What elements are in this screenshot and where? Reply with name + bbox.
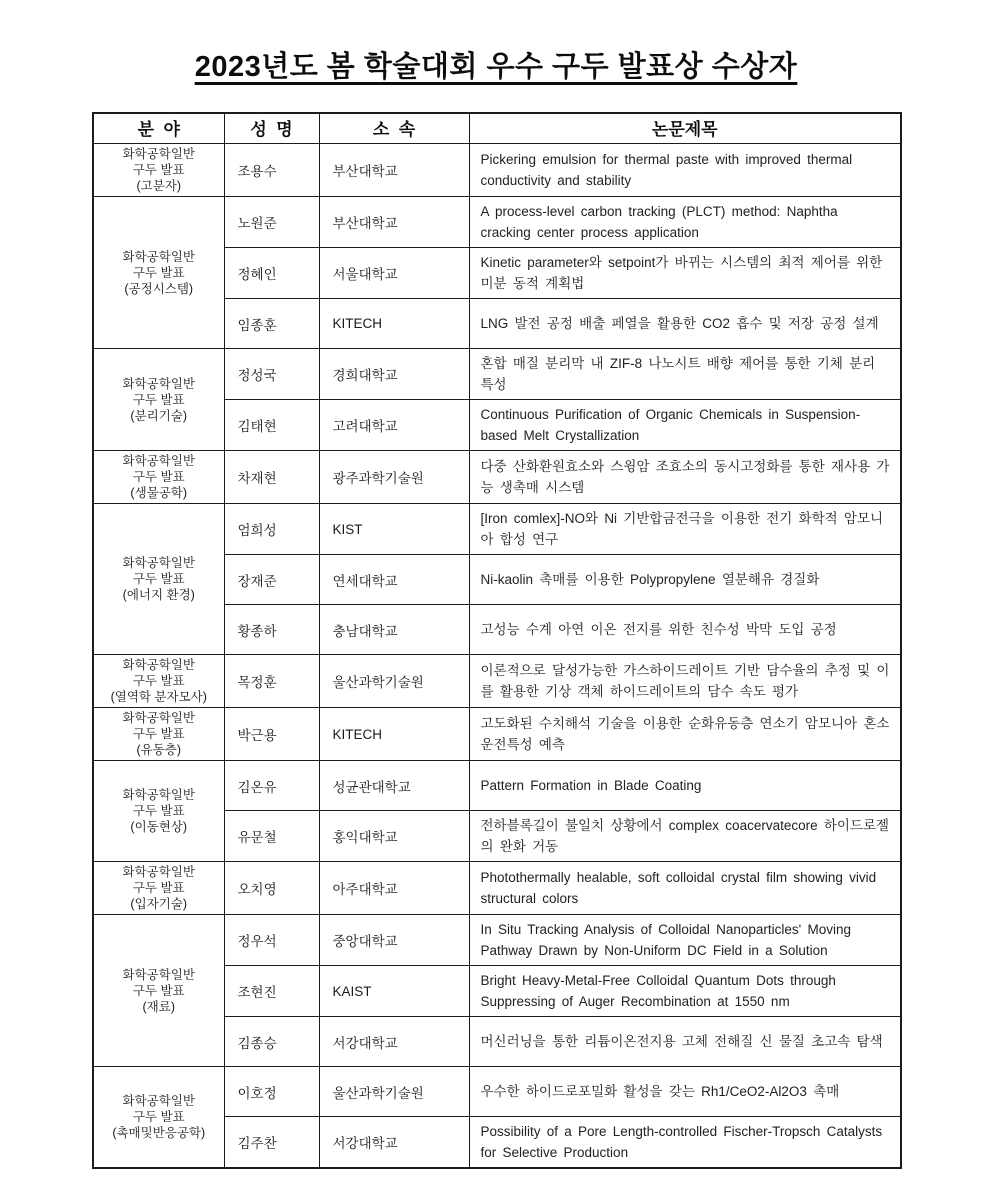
name-cell: 임종훈 (224, 299, 319, 349)
table-row (93, 655, 901, 708)
field-cell: 화학공학일반 구두 발표 (에너지 환경) (93, 504, 224, 655)
field-cell: 화학공학일반 구두 발표 (유동층) (93, 708, 224, 761)
affiliation-cell: 서강대학교 (319, 1017, 469, 1067)
awards-table-header (93, 113, 901, 144)
paper-cell: Ni-kaolin 촉매를 이용한 Polypropylene 열분해유 경질화 (469, 555, 901, 605)
table-row (93, 349, 901, 400)
affiliation-cell: KAIST (319, 966, 469, 1017)
paper-cell: A process-level carbon tracking (PLCT) method: Naphtha cracking center process application (469, 197, 901, 248)
table-row (93, 915, 901, 966)
paper-cell: 우수한 하이드로포밀화 활성을 갖는 Rh1/CeO2-Al2O3 촉매 (469, 1067, 901, 1117)
name-cell: 정혜인 (224, 248, 319, 299)
table-row (93, 504, 901, 555)
paper-cell: [Iron comlex]-NO와 Ni 기반합금전극을 이용한 전기 화학적 암모니아 합성 연구 (469, 504, 901, 555)
paper-cell: 고도화된 수치해석 기술을 이용한 순화유동층 연소기 암모니아 혼소 운전특성 예측 (469, 708, 901, 761)
name-cell: 이호정 (224, 1067, 319, 1117)
paper-cell: 머신러닝을 통한 리튬이온전지용 고체 전해질 신 물질 초고속 탐색 (469, 1017, 901, 1067)
name-cell: 박근용 (224, 708, 319, 761)
affiliation-cell: 서강대학교 (319, 1117, 469, 1169)
affiliation-cell: 부산대학교 (319, 144, 469, 197)
paper-cell: Kinetic parameter와 setpoint가 바뀌는 시스템의 최적 제어를 위한 미분 동적 계획법 (469, 248, 901, 299)
table-row (93, 862, 901, 915)
paper-cell: 다중 산화환원효소와 스윙암 조효소의 동시고정화를 통한 재사용 가능 생촉매 시스템 (469, 451, 901, 504)
name-cell: 목정훈 (224, 655, 319, 708)
name-cell: 정성국 (224, 349, 319, 400)
affiliation-cell: 중앙대학교 (319, 915, 469, 966)
column-header-affiliation: 소 속 (319, 113, 469, 144)
paper-cell: Continuous Purification of Organic Chemicals in Suspension-based Melt Crystallization (469, 400, 901, 451)
paper-cell: In Situ Tracking Analysis of Colloidal Nanoparticles' Moving Pathway Drawn by Non-Uniform DC Field in a Solution (469, 915, 901, 966)
name-cell: 유문철 (224, 811, 319, 862)
affiliation-cell: KITECH (319, 299, 469, 349)
name-cell: 김주찬 (224, 1117, 319, 1169)
table-row (93, 144, 901, 197)
field-cell: 화학공학일반 구두 발표 (고분자) (93, 144, 224, 197)
field-cell: 화학공학일반 구두 발표 (입자기술) (93, 862, 224, 915)
field-cell: 화학공학일반 구두 발표 (열역학 분자모사) (93, 655, 224, 708)
affiliation-cell: 연세대학교 (319, 555, 469, 605)
awards-table (92, 112, 902, 1169)
table-row (93, 1067, 901, 1117)
page-title: 2023년도 봄 학술대회 우수 구두 발표상 수상자 (194, 51, 798, 83)
column-header-paper-title: 논문제목 (469, 113, 901, 144)
affiliation-cell: KIST (319, 504, 469, 555)
name-cell: 김태현 (224, 400, 319, 451)
paper-cell: 이론적으로 달성가능한 가스하이드레이트 기반 담수율의 추정 및 이를 활용한 기상 객체 하이드레이트의 담수 속도 평가 (469, 655, 901, 708)
name-cell: 김종승 (224, 1017, 319, 1067)
name-cell: 오치영 (224, 862, 319, 915)
field-cell: 화학공학일반 구두 발표 (분리기술) (93, 349, 224, 451)
paper-cell: Pickering emulsion for thermal paste with improved thermal conductivity and stability (469, 144, 901, 197)
paper-cell: Pattern Formation in Blade Coating (469, 761, 901, 811)
table-row (93, 708, 901, 761)
field-cell: 화학공학일반 구두 발표 (공정시스템) (93, 197, 224, 349)
affiliation-cell: 부산대학교 (319, 197, 469, 248)
affiliation-cell: 울산과학기술원 (319, 1067, 469, 1117)
awards-table-body (93, 144, 901, 1169)
affiliation-cell: 홍익대학교 (319, 811, 469, 862)
affiliation-cell: 성균관대학교 (319, 761, 469, 811)
name-cell: 노원준 (224, 197, 319, 248)
table-row (93, 197, 901, 248)
name-cell: 엄희성 (224, 504, 319, 555)
header-row (93, 113, 901, 144)
affiliation-cell: 광주과학기술원 (319, 451, 469, 504)
name-cell: 조현진 (224, 966, 319, 1017)
name-cell: 조용수 (224, 144, 319, 197)
affiliation-cell: 고려대학교 (319, 400, 469, 451)
affiliation-cell: 충남대학교 (319, 605, 469, 655)
field-cell: 화학공학일반 구두 발표 (재료) (93, 915, 224, 1067)
paper-cell: Photothermally healable, soft colloidal crystal film showing vivid structural colors (469, 862, 901, 915)
paper-cell: LNG 발전 공정 배출 페열을 활용한 CO2 흡수 및 저장 공정 설계 (469, 299, 901, 349)
field-cell: 화학공학일반 구두 발표 (촉매및반응공학) (93, 1067, 224, 1169)
column-header-field: 분 야 (93, 113, 224, 144)
name-cell: 장재준 (224, 555, 319, 605)
paper-cell: 혼합 매질 분리막 내 ZIF-8 나노시트 배향 제어를 통한 기체 분리 특성 (469, 349, 901, 400)
affiliation-cell: 경희대학교 (319, 349, 469, 400)
affiliation-cell: 울산과학기술원 (319, 655, 469, 708)
affiliation-cell: 서울대학교 (319, 248, 469, 299)
field-cell: 화학공학일반 구두 발표 (이동현상) (93, 761, 224, 862)
table-row (93, 761, 901, 811)
affiliation-cell: KITECH (319, 708, 469, 761)
paper-cell: Possibility of a Pore Length-controlled Fischer-Tropsch Catalysts for Selective Production (469, 1117, 901, 1169)
name-cell: 차재현 (224, 451, 319, 504)
field-cell: 화학공학일반 구두 발표 (생물공학) (93, 451, 224, 504)
affiliation-cell: 아주대학교 (319, 862, 469, 915)
paper-cell: 고성능 수계 아연 이온 전지를 위한 친수성 박막 도입 공정 (469, 605, 901, 655)
name-cell: 정우석 (224, 915, 319, 966)
name-cell: 김온유 (224, 761, 319, 811)
paper-cell: 전하블록길이 불일치 상황에서 complex coacervatecore 하이드로젤의 완화 거동 (469, 811, 901, 862)
table-row (93, 451, 901, 504)
column-header-name: 성 명 (224, 113, 319, 144)
name-cell: 황종하 (224, 605, 319, 655)
paper-cell: Bright Heavy-Metal-Free Colloidal Quantum Dots through Suppressing of Auger Recombination at 1550 nm (469, 966, 901, 1017)
